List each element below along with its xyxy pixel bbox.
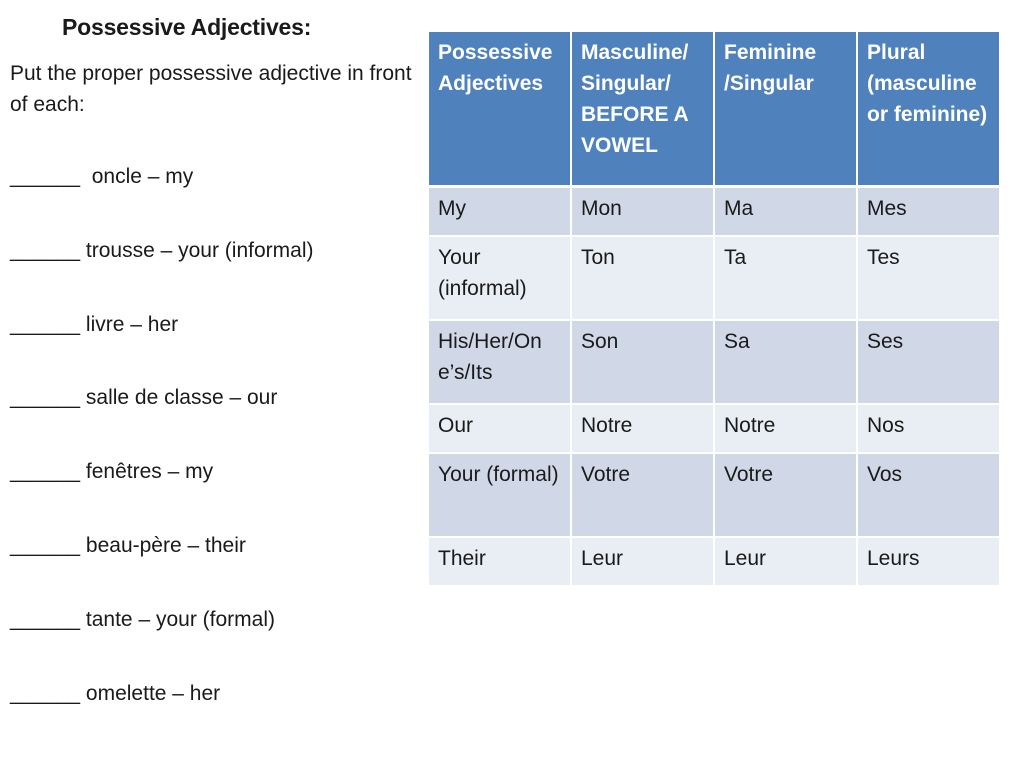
table-cell: Ton <box>571 236 714 320</box>
table-cell: Your (informal) <box>428 236 571 320</box>
exercise-item: ______ omelette – her <box>10 681 221 705</box>
table-cell: Leurs <box>857 537 1000 586</box>
table-row <box>428 404 1000 453</box>
table-cell: Nos <box>857 404 1000 453</box>
table-cell: Votre <box>714 453 857 537</box>
exercise-item: ______ oncle – my <box>10 165 194 188</box>
exercise-item: ______ salle de classe – our <box>10 386 278 410</box>
table-cell: Our <box>428 404 571 453</box>
table-cell: My <box>428 187 571 237</box>
table-cell: Leur <box>714 537 857 586</box>
table-row <box>428 537 1000 586</box>
possessive-adjectives-table <box>427 30 1001 587</box>
header-masculine-singular: Masculine/ Singular/ BEFORE A VOWEL <box>571 31 714 187</box>
table-row <box>428 236 1000 320</box>
table-cell: Ses <box>857 320 1000 404</box>
exercise-list <box>10 160 314 750</box>
table-cell: Sa <box>714 320 857 404</box>
table-cell: Vos <box>857 453 1000 537</box>
exercise-item: ______ beau-père – their <box>10 533 246 557</box>
table-row <box>428 187 1000 237</box>
header-feminine-singular: Feminine /Singular <box>714 31 857 187</box>
table-cell: Your (formal) <box>428 453 571 537</box>
table-row <box>428 320 1000 404</box>
table-cell: Tes <box>857 236 1000 320</box>
table-cell: Votre <box>571 453 714 537</box>
table-cell: Son <box>571 320 714 404</box>
table-cell: Mon <box>571 187 714 237</box>
instructions-text: Put the proper possessive adjective in front of each: <box>10 62 412 116</box>
table-cell: His/Her/One’s/Its <box>428 320 571 404</box>
table-cell: Ma <box>714 187 857 237</box>
table-cell: Mes <box>857 187 1000 237</box>
table-cell: Ta <box>714 236 857 320</box>
exercise-item: ______ tante – your (formal) <box>10 607 275 631</box>
table-row <box>428 453 1000 537</box>
exercise-item: ______ livre – her <box>10 312 179 336</box>
table-cell: Notre <box>714 404 857 453</box>
table-cell: Their <box>428 537 571 586</box>
header-plural: Plural (masculine or feminine) <box>857 31 1000 187</box>
exercise-item: ______ trousse – your (informal) <box>10 238 314 262</box>
exercise-item: ______ fenêtres – my <box>10 460 214 484</box>
table-cell: Leur <box>571 537 714 586</box>
header-possessive-adjectives: Possessive Adjectives <box>428 31 571 187</box>
table-header-row <box>428 31 1000 187</box>
page-title: Possessive Adjectives: <box>62 14 312 40</box>
table-cell: Notre <box>571 404 714 453</box>
